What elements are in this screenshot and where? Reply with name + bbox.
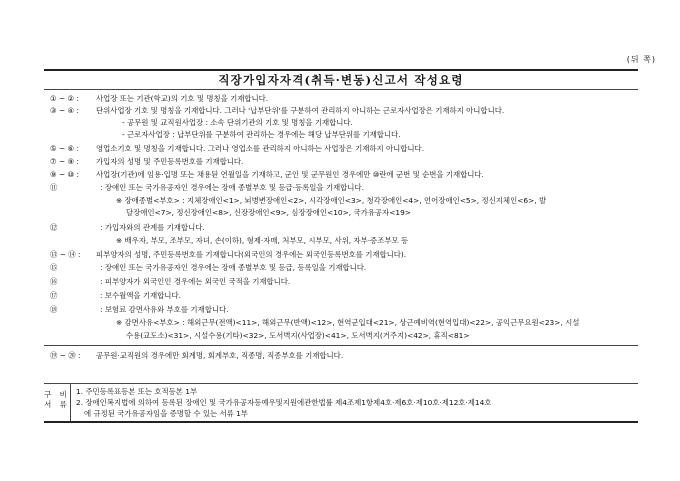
item-note: 달장애인<7>, 정신장애인<8>, 신장장애인<9>, 심장장애인<10>, 국가유공자<19> <box>126 208 411 217</box>
item-label: ⑫ <box>50 223 58 232</box>
item-label: ⑪ <box>50 183 58 192</box>
instruction-body <box>44 90 638 383</box>
item-label: ⑤ ~ ⑥ : <box>50 144 79 153</box>
item-text: 영업소기호 및 명칭을 기재합니다. 그러나 영업소를 관리하지 아니하는 사업장은 기재하지 아니합니다. <box>96 144 425 153</box>
item-text: 단위사업장 기호 및 명칭을 기재합니다. 그러나 '납부단위'를 구분하여 관리하지 아니하는 근로자사업장은 기재하지 아니합니다. <box>96 106 505 115</box>
title-row <box>44 71 638 90</box>
item-label: ③ ~ ④ : <box>50 106 79 115</box>
item-text: : 장애인 또는 국가유공자인 경우에는 장애 종별부호 및 등급, 등록일을 기재합니다. <box>100 263 367 272</box>
page-title: 직장가입자자격(취득·변동)신고서 작성요령 <box>218 73 464 87</box>
item-note: ※ 감면사유<부호> : 해외근무(전액)<11>, 해외근무(반액)<12>, 현역군입대<21>, 상근예비역(현역입대)<22>, 공익근무요원<23>, 시설 <box>116 318 580 327</box>
item-text: 사업장(기관)에 임용·입명 또는 채용된 연월일을 기재하고, 군인 및 군무원인 경우에만 ⑩란에 군번 및 순번을 기재합니다. <box>96 170 484 179</box>
item-text: : 피부양자가 외국인인 경우에는 외국인 국적을 기재합니다. <box>100 277 291 286</box>
item-label: ⑯ <box>50 277 58 286</box>
section-divider <box>44 345 638 346</box>
item-label: ⑨ ~ ⑩ : <box>50 170 79 179</box>
document-item-2-continued: 에 규정된 국가유공자임을 증명할 수 있는 서류 1부 <box>84 409 248 418</box>
item-label: ⑰ <box>50 291 58 300</box>
item-label: ⑮ <box>50 263 58 272</box>
item-text: 사업장 또는 기관(학교)의 기호 및 명칭을 기재합니다. <box>96 94 269 103</box>
instruction-frame <box>44 69 638 423</box>
heading-line-1: 구 비 <box>44 390 70 399</box>
heading-line-2: 서 류 <box>44 400 70 409</box>
item-label: ⑲ ~ ⑳ : <box>50 351 81 360</box>
item-note: 수용(교도소)<31>, 시설수용(기타)<32>, 도서벽지(사업장)<41>, 도서벽지(거주지)<42>, 휴직<81> <box>126 331 470 340</box>
item-label: ⑬ ~ ⑭ : <box>50 250 81 259</box>
item-text: 가입자의 성명 및 주민등록번호를 기재합니다. <box>96 157 244 166</box>
item-text: : 보험료 감면사유와 부호를 기재합니다. <box>100 305 229 314</box>
item-label: ⑱ <box>50 305 58 314</box>
item-label: ⑦ ~ ⑨ : <box>50 157 79 166</box>
page-side-note: (뒤 쪽) <box>626 55 656 64</box>
item-text: - 공무원 및 교직원사업장 : 소속 단위기관의 기호 및 명칭을 기재합니다. <box>122 118 353 127</box>
item-note: ※ 배우자, 부모, 조부모, 자녀, 손(이하), 형제·자매, 처부모, 시부모, 사위, 자부·증조부모 등 <box>116 236 409 245</box>
item-text: : 보수월액을 기재합니다. <box>100 291 181 300</box>
item-text: 피부양자의 성명, 주민등록번호를 기재합니다(외국인의 경우에는 외국인등록번호를 기재합니다). <box>96 250 407 259</box>
required-documents <box>44 383 638 421</box>
item-text: : 장애인 또는 국가유공자인 경우에는 장애 종별부호 및 등급·등록일을 기재합니다. <box>100 183 364 192</box>
document-item-1: 1. 주민등록표등본 또는 호적등본 1부 <box>76 387 198 396</box>
item-text: 공무원·교직원의 경우에만 회계명, 회계부호, 직종명, 직종부호를 기재합니다. <box>96 351 344 360</box>
item-text: : 가입자와의 관계를 기재합니다. <box>100 223 205 232</box>
item-text: - 근로자사업장 : 납부단위를 구분하여 관리하는 경우에는 해당 납부단위를 기재합니다. <box>122 130 401 139</box>
document-item-2: 2. 장애인복지법에 의하여 등록된 장애인 및 국가유공자등예우및지원에관한법률 제4조제1항제4호·제6호·제10호·제12호·제14호 <box>76 398 492 407</box>
item-note: ※ 장애종별<부호> : 지체장애인<1>, 뇌병변장애인<2>, 시각장애인<3>, 청각장애인<4>, 언어장애인<5>, 정신지체인<6>, 발 <box>116 196 547 205</box>
item-label: ① ~ ② : <box>50 94 79 103</box>
required-documents-heading <box>44 384 71 421</box>
